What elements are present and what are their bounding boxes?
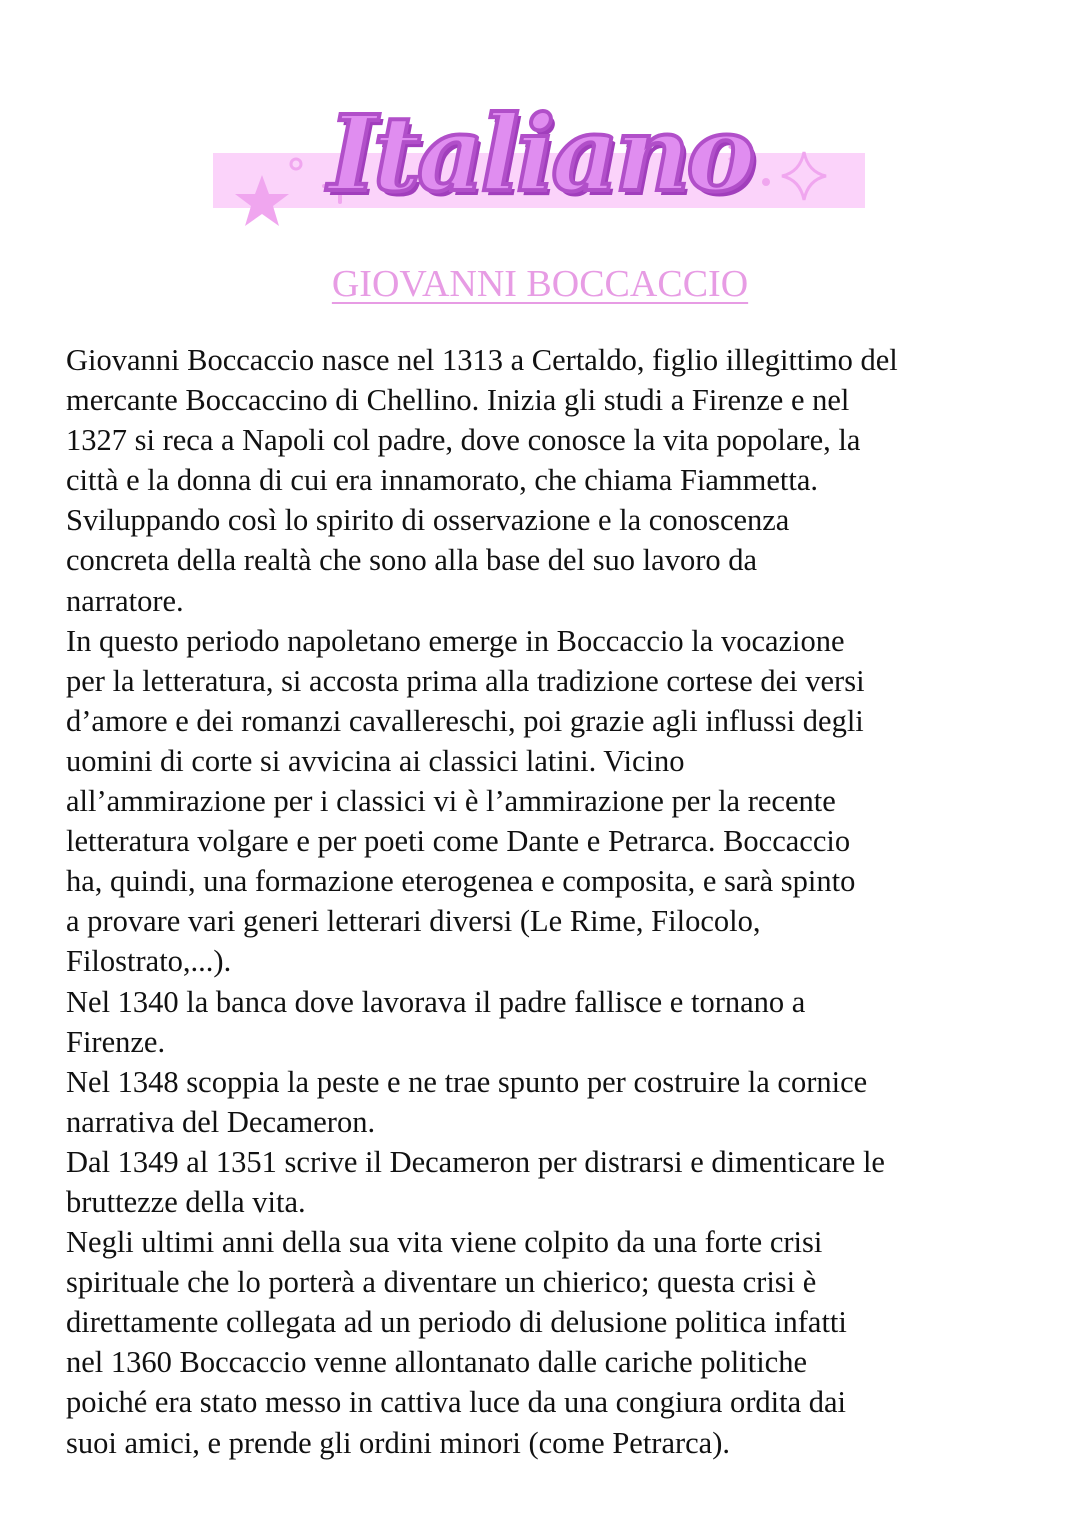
text-line: Giovanni Boccaccio nasce nel 1313 a Certaldo, figlio illegittimo del xyxy=(66,343,898,377)
text-line: 1327 si reca a Napoli col padre, dove conosce la vita popolare, la xyxy=(66,423,861,458)
text-line: uomini di corte si avvicina ai classici latini. Vicino xyxy=(66,743,685,778)
text-line: Dal 1349 al 1351 scrive il Decameron per distrarsi e dimenticare le xyxy=(66,1144,885,1179)
page-title: GIOVANNI BOCCACCIO xyxy=(331,263,749,305)
text-line: all’ammirazione per i classici vi è l’ammirazione per la recente xyxy=(66,784,836,819)
text-line: concreta della realtà che sono alla base del suo lavoro da xyxy=(66,543,758,578)
text-line: In questo periodo napoletano emerge in Boccaccio la vocazione xyxy=(66,623,845,658)
text-line: suoi amici, e prende gli ordini minori (come Petrarca). xyxy=(66,1425,731,1460)
text-line: Negli ultimi anni della sua vita viene colpito da una forte crisi xyxy=(66,1225,823,1260)
body-text xyxy=(66,340,1026,1463)
header-banner xyxy=(0,80,1080,250)
text-line: bruttezze della vita. xyxy=(66,1184,306,1219)
text-line: Firenze. xyxy=(66,1024,166,1059)
text-line: Filostrato,...). xyxy=(66,944,232,979)
text-line: città e la donna di cui era innamorato, che chiama Fiammetta. xyxy=(66,463,819,498)
text-line: per la letteratura, si accosta prima alla tradizione cortese dei versi xyxy=(66,663,865,698)
text-line: ha, quindi, una formazione eterogenea e composita, e sarà spinto xyxy=(66,864,856,899)
text-line: direttamente collegata ad un periodo di delusione politica infatti xyxy=(66,1305,847,1340)
text-line: a provare vari generi letterari diversi (Le Rime, Filocolo, xyxy=(66,904,761,939)
text-line: nel 1360 Boccaccio venne allontanato dalle cariche politiche xyxy=(66,1345,807,1380)
text-line: narrativa del Decameron. xyxy=(66,1104,376,1139)
text-line: mercante Boccaccino di Chellino. Inizia gli studi a Firenze e nel xyxy=(66,383,850,418)
text-line: narratore. xyxy=(66,583,184,618)
text-line: poiché era stato messo in cattiva luce da una congiura ordita dai xyxy=(66,1385,846,1420)
text-line: Nel 1340 la banca dove lavorava il padre fallisce e tornano a xyxy=(66,984,806,1019)
text-line: d’amore e dei romanzi cavallereschi, poi grazie agli influssi degli xyxy=(66,703,864,738)
text-line: letteratura volgare e per poeti come Dante e Petrarca. Boccaccio xyxy=(66,824,851,859)
text-line: spirituale che lo porterà a diventare un chierico; questa crisi è xyxy=(66,1265,817,1300)
text-line: Nel 1348 scoppia la peste e ne trae spunto per costruire la cornice xyxy=(66,1064,868,1099)
text-line: Sviluppando così lo spirito di osservazione e la conoscenza xyxy=(66,503,790,538)
logo-text: Italiano xyxy=(328,92,752,215)
